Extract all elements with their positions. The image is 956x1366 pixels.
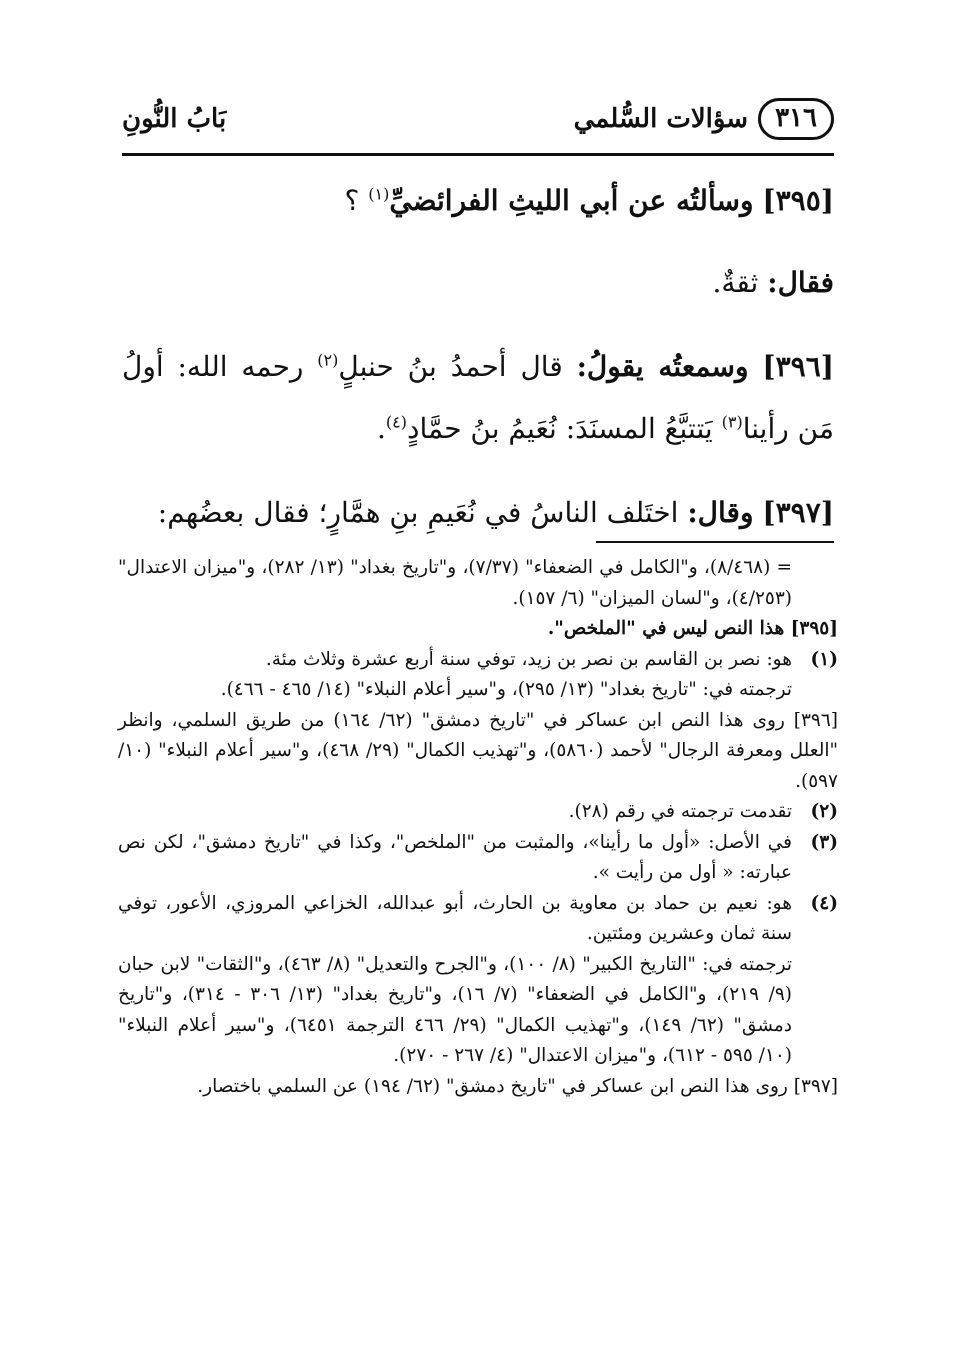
answer-label: فقال: [767, 266, 834, 299]
entry-395-answer [122, 250, 834, 316]
footnote-ref: (٢) [317, 350, 339, 370]
footnote-text [118, 645, 792, 706]
entry-end: . [377, 412, 386, 445]
footnote-3 [118, 828, 838, 889]
entry-end: ؟ [344, 184, 360, 217]
note-395 [118, 614, 838, 645]
footnote-continuation: = (٨/٤٦٨)، و"الكامل في الضعفاء" (٧/٣٧)، و"تاريخ بغداد" (١٣/ ٢٨٢)، و"ميزان الاعتدال" (٤/٢٥٣)، و"لسان الميزان" (٦/ ١٥٧). [118, 557, 792, 609]
entry-text: يَتتبَّعُ المسنَدَ: نُعَيمُ بنُ حمَّادٍ [407, 412, 713, 445]
footnote-1 [118, 645, 838, 706]
footnote-text [118, 889, 792, 1072]
entry-number: [٣٩٦] [762, 350, 834, 383]
entry-395 [122, 168, 834, 234]
footnote-4-sources: ترجمته في: "التاريخ الكبير" (٨/ ١٠٠)، و"الجرح والتعديل" (٨/ ٤٦٣)، و"الثقات" لابن حبان (٩/ ٢١٩)، و"الكامل في الضعفاء" (٧/ ١٦)، و"تاريخ بغداد" (١٣/ ٣٠٦ - ٣١٤)، و"تاريخ دمشق" (٦٢/ ١٤٩)، و"تهذيب الكمال" (٢٩/ ٤٦٦ الترجمة ٦٤٥١)، و"سير أعلام النبلاء" (١٠/ ٥٩٥ - ٦١٢)، و"ميزان الاعتدال" (٤/ ٢٦٧ - ٢٧٠). [118, 953, 792, 1066]
footnote-text: تقدمت ترجمته في رقم (٢٨). [568, 801, 792, 822]
note-397: [٣٩٧] روى هذا النص ابن عساكر في "تاريخ دمشق" (٦٢/ ١٩٤) عن السلمي باختصار. [197, 1075, 838, 1097]
entry-lead: وقال: [687, 496, 754, 529]
footnote-separator [596, 541, 834, 543]
footnote-number: (١) [810, 648, 838, 670]
entry-number: [٣٩٧] [762, 496, 834, 529]
main-text [122, 168, 834, 556]
entry-lead: وسمعتُه يقولُ: [576, 350, 749, 383]
note-396: [٣٩٦] روى هذا النص ابن عساكر في "تاريخ دمشق" (٦٢/ ١٦٤) من طريق السلمي، وانظر "العلل ومعرفة الرجال" لأحمد (٥٨٦٠)، و"تهذيب الكمال" (٢٩/ ٤٦٨)، و"سير أعلام النبلاء" (١٠/ ٥٩٧). [118, 709, 839, 792]
footnote-4-line: هو: نعيم بن حماد بن معاوية بن الحارث، أبو عبدالله، الخزاعي المروزي، الأعور، توفي سنة ثمان وعشرين ومئتين. [118, 892, 792, 944]
entry-text: رحمه الله: أولُ مَن رأينا [122, 350, 834, 445]
header-right-group [574, 98, 834, 140]
entry-396 [122, 336, 834, 460]
entry-number: [٣٩٥] [762, 184, 834, 217]
entry-text: اختَلف الناسُ في نُعَيمِ بنِ همَّارٍ؛ فقال بعضُهم: [157, 496, 679, 529]
book-title: سؤالات السُّلمي [573, 104, 749, 134]
footnote-ref: (١) [368, 184, 390, 204]
footnotes [118, 553, 838, 1102]
entry-lead: وسألتُه عن أبي الليثِ الفرائضيِّ [389, 184, 754, 217]
footnote-4 [118, 889, 838, 1072]
page-number: ٣١٦ [758, 98, 834, 140]
entry-text: قال أحمدُ بنُ حنبلٍ [338, 350, 563, 383]
entry-397 [122, 480, 834, 546]
footnote-1-line: هو: نصر بن القاسم بن نصر بن زيد، توفي سنة أربع عشرة وثلاث مئة. [265, 648, 792, 670]
footnote-1-sources: ترجمته في: "تاريخ بغداد" (١٣/ ٢٩٥)، و"سير أعلام النبلاء" (١٤/ ٤٦٥ - ٤٦٦). [220, 679, 792, 700]
running-header [122, 90, 834, 156]
footnote-ref: (٣) [721, 412, 743, 432]
footnote-ref: (٤) [385, 412, 407, 432]
header-rule [122, 153, 834, 156]
footnote-number: (٤) [810, 892, 838, 914]
footnote-number: (٢) [810, 801, 838, 822]
footnote-number: (٣) [810, 831, 838, 853]
note-395-text: [٣٩٥] هذا النص ليس في "الملخص". [547, 618, 838, 639]
footnote-2 [118, 797, 838, 828]
footnote-text: في الأصل: «أول ما رأينا»، والمثبت من "الملخص"، وكذا في "تاريخ دمشق"، لكن نص عبارته: « أول من رأيت ». [118, 831, 792, 883]
chapter-title: بَابُ النُّونِ [122, 104, 227, 134]
answer-text: ثقةٌ. [712, 266, 759, 299]
